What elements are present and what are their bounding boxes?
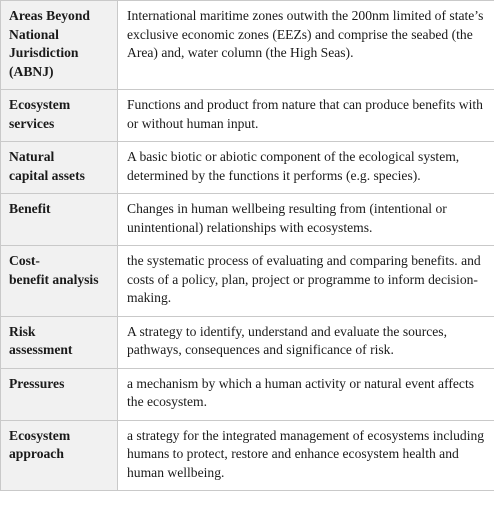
table-row [1, 368, 494, 420]
term-label: Risk assessment [9, 323, 73, 357]
definition-cell [118, 368, 494, 420]
definition-text: a mechanism by which a human activity or natural event affects the ecosystem. [127, 375, 475, 409]
table-row [1, 194, 494, 246]
definition-cell [118, 1, 494, 90]
term-cell [1, 316, 118, 368]
definition-text: the systematic process of evaluating and comparing benefits. and costs of a policy, plan, project or programme to inform decision-making. [127, 253, 481, 305]
term-cell [1, 420, 118, 491]
definition-text: International maritime zones outwith the 200nm limited of state’s exclusive economic zones (EEZs) and comprise the seabed (the Area) and, water column (the High Seas). [127, 8, 484, 60]
term-label: Ecosystem services [9, 97, 71, 131]
definition-text: Changes in human wellbeing resulting from (intentional or unintentional) relationships with ecosystems. [127, 201, 447, 235]
table-row [1, 316, 494, 368]
definition-cell [118, 246, 494, 317]
term-cell [1, 90, 118, 142]
definition-cell [118, 316, 494, 368]
term-cell [1, 194, 118, 246]
table-row [1, 420, 494, 491]
term-cell [1, 368, 118, 420]
definition-cell [118, 90, 494, 142]
table-row [1, 1, 494, 90]
table-row [1, 246, 494, 317]
definition-text: A strategy to identify, understand and evaluate the sources, pathways, consequences and significance of risk. [127, 323, 447, 357]
term-label: Areas Beyond National Jurisdiction (ABNJ) [9, 8, 90, 79]
term-cell [1, 1, 118, 90]
term-label: Ecosystem approach [9, 427, 71, 461]
term-cell [1, 246, 118, 317]
table-row [1, 90, 494, 142]
term-label: Benefit [9, 201, 51, 216]
definition-cell [118, 194, 494, 246]
definition-text: a strategy for the integrated management of ecosystems including humans to protect, restore and enhance ecosystem health and human wellbeing. [127, 427, 485, 480]
definition-cell [118, 142, 494, 194]
table-row [1, 142, 494, 194]
term-label: Natural capital assets [9, 149, 85, 183]
definition-text: Functions and product from nature that can produce benefits with or without human input. [127, 97, 483, 131]
term-cell [1, 142, 118, 194]
definition-cell [118, 420, 494, 491]
term-label: Cost- benefit analysis [9, 253, 99, 287]
term-label: Pressures [9, 375, 65, 391]
definition-text: A basic biotic or abiotic component of the ecological system, determined by the functions it performs (e.g. species). [127, 149, 460, 183]
